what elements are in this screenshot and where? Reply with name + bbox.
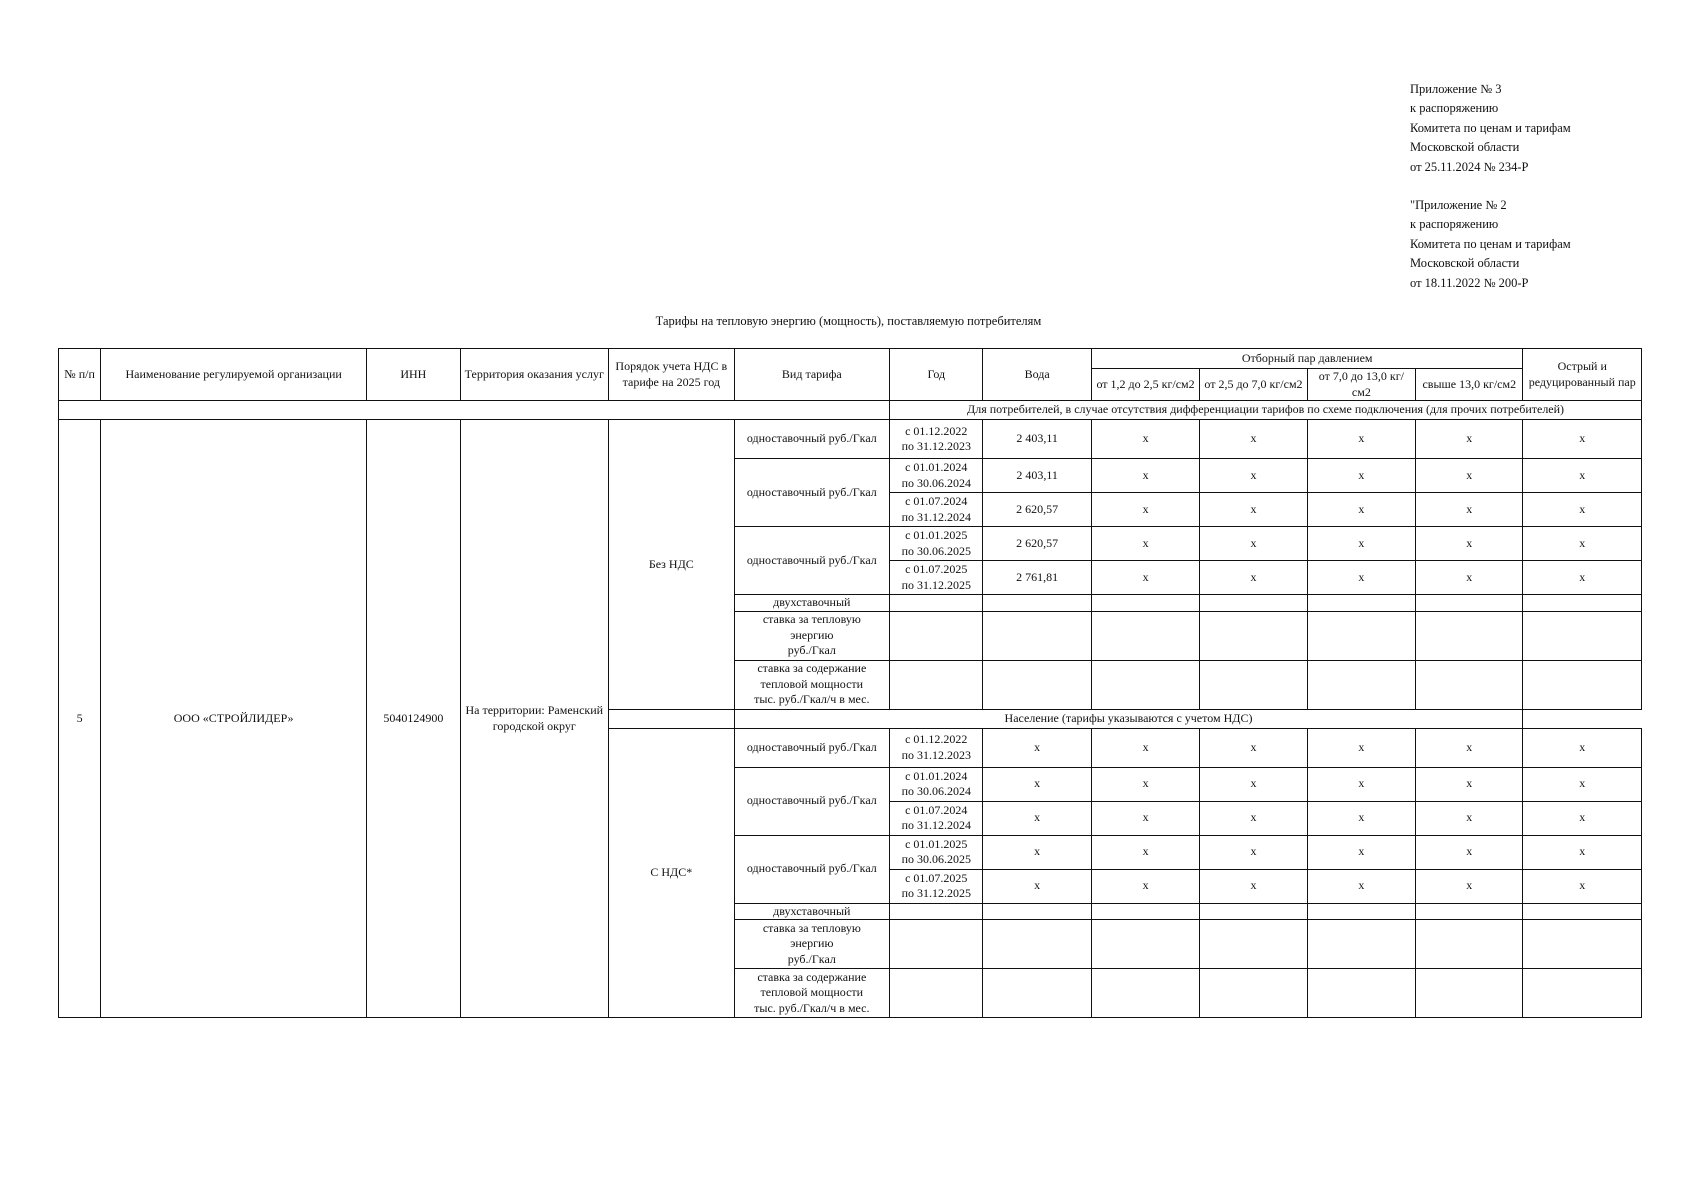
steam-2-value: х (1200, 561, 1307, 595)
steam-2-value: х (1200, 767, 1307, 801)
steam-3-value: х (1307, 835, 1415, 869)
empty-cell (1416, 611, 1523, 660)
steam-4-value: х (1416, 459, 1523, 493)
water-value: 2 403,11 (983, 420, 1091, 459)
steam-4-value: х (1416, 420, 1523, 459)
steam-3-value: х (1307, 420, 1415, 459)
cell-line: энергию (790, 627, 834, 642)
tariff-type: одноставочный руб./Гкал (734, 527, 890, 595)
cell-line: по 31.12.2025 (901, 577, 971, 592)
cell-line: энергию (790, 936, 834, 951)
period (890, 561, 983, 595)
empty-cell (1091, 660, 1199, 709)
empty-cell (1200, 595, 1307, 612)
water-value: х (983, 869, 1091, 903)
period (890, 459, 983, 493)
empty-cell (983, 903, 1091, 920)
period (890, 869, 983, 903)
empty-cell (1523, 595, 1642, 612)
water-value: 2 620,57 (983, 527, 1091, 561)
cell-line: ставка за тепловую (762, 920, 861, 935)
cell-line: с 01.07.2025 (905, 870, 968, 885)
empty-cell (890, 969, 983, 1018)
water-value: х (983, 801, 1091, 835)
steam-1-value: х (1091, 420, 1199, 459)
cell-line: по 30.06.2024 (901, 784, 971, 798)
empty-cell (1416, 903, 1523, 920)
two-rate-label: двухставочный (734, 903, 890, 920)
steam-4-value: х (1416, 728, 1523, 767)
empty-cell (890, 660, 983, 709)
empty-cell (983, 660, 1091, 709)
empty-cell (1091, 611, 1199, 660)
tariff-type: одноставочный руб./Гкал (734, 835, 890, 903)
sharp-steam-value: х (1523, 767, 1642, 801)
header-line: "Приложение № 2 (1410, 198, 1507, 212)
water-value: х (983, 728, 1091, 767)
empty-cell (1091, 969, 1199, 1018)
empty-cell (1307, 969, 1415, 1018)
cell-line: тепловой мощности (760, 985, 864, 1000)
empty-cell (1523, 903, 1642, 920)
col-vat-header: Порядок учета НДС в тарифе на 2025 год (609, 349, 734, 401)
empty-cell (1307, 660, 1415, 709)
steam-3-value: х (1307, 869, 1415, 903)
page-title (0, 314, 1697, 329)
cell-line: тепловой мощности (760, 676, 864, 691)
org-inn: 5040124900 (367, 420, 460, 1018)
cell-line: по 30.06.2025 (901, 543, 971, 558)
header-line: от 25.11.2024 № 234-Р (1410, 159, 1529, 174)
header-line: Приложение № 3 (1410, 82, 1502, 96)
empty-cell (1523, 920, 1642, 969)
cell-line: по 31.12.2024 (901, 509, 971, 524)
steam-1-value: х (1091, 527, 1199, 561)
steam-4-value: х (1416, 527, 1523, 561)
water-value: 2 620,57 (983, 493, 1091, 527)
empty-cell (1091, 920, 1199, 969)
sharp-steam-value: х (1523, 527, 1642, 561)
col-territory-header: Территория оказания услуг (460, 349, 609, 401)
steam-4-value: х (1416, 561, 1523, 595)
steam-3-value: х (1307, 493, 1415, 527)
cell-line: с 01.07.2024 (905, 802, 968, 817)
tariff-table (58, 348, 1642, 1018)
empty-cell (1523, 611, 1642, 660)
cell-line: по 31.12.2023 (901, 747, 971, 762)
period (890, 493, 983, 527)
empty-cell (1091, 903, 1199, 920)
steam-1-value: х (1091, 728, 1199, 767)
header-line: к распоряжению (1410, 217, 1499, 232)
two-rate-label: двухставочный (734, 595, 890, 612)
steam-3-value: х (1307, 767, 1415, 801)
cell-line: тыс. руб./Гкал/ч в мес. (754, 1000, 870, 1015)
header-row (59, 349, 1642, 369)
header-line: к распоряжению (1410, 101, 1499, 116)
page-title-text: Тарифы на тепловую энергию (мощность), поставляемую потребителям (655, 314, 1042, 328)
empty-cell (1200, 920, 1307, 969)
steam-3-value: х (1307, 459, 1415, 493)
steam-2-value: х (1200, 459, 1307, 493)
col-sharp-steam-header: Острый и редуцированный пар (1523, 349, 1642, 401)
empty-cell (1416, 969, 1523, 1018)
steam-2-value: х (1200, 493, 1307, 527)
cell-line: ставка за содержание (757, 661, 867, 676)
period (890, 420, 983, 459)
period (890, 527, 983, 561)
period (890, 728, 983, 767)
appendix-3-header (1410, 80, 1571, 177)
empty-cell (890, 611, 983, 660)
steam-1-value: х (1091, 801, 1199, 835)
col-steam-2-header: от 2,5 до 7,0 кг/см2 (1200, 369, 1307, 401)
empty-cell (1416, 660, 1523, 709)
cell-line: с 01.01.2025 (905, 528, 968, 542)
empty-cell (1200, 611, 1307, 660)
cell-line: с 01.12.2022 (905, 732, 968, 746)
tariff-type: одноставочный руб./Гкал (734, 459, 890, 527)
empty-cell (1416, 595, 1523, 612)
org-territory: На территории: Раменский городской округ (460, 420, 609, 1018)
cell-line: с 01.01.2025 (905, 836, 968, 851)
col-org-header: Наименование регулируемой организации (101, 349, 367, 401)
cell-line: с 01.01.2024 (905, 768, 968, 783)
sharp-steam-value: х (1523, 835, 1642, 869)
steam-2-value: х (1200, 801, 1307, 835)
empty-cell (1416, 920, 1523, 969)
empty-cell (1307, 903, 1415, 920)
steam-2-value: х (1200, 420, 1307, 459)
empty-cell (1307, 611, 1415, 660)
capacity-rate-label (734, 969, 890, 1018)
water-value: 2 403,11 (983, 459, 1091, 493)
appendix-2-header (1410, 196, 1571, 293)
sharp-steam-value: х (1523, 493, 1642, 527)
empty-cell (1200, 969, 1307, 1018)
empty-cell (890, 595, 983, 612)
steam-1-value: х (1091, 835, 1199, 869)
empty-cell (1523, 660, 1642, 709)
period (890, 835, 983, 869)
empty-cell (890, 903, 983, 920)
water-value: х (983, 767, 1091, 801)
header-line: Московской области (1410, 256, 1520, 271)
steam-1-value: х (1091, 561, 1199, 595)
header-line: Московской области (1410, 140, 1520, 155)
cell-line: с 01.01.2024 (905, 460, 968, 474)
cell-line: руб./Гкал (787, 643, 836, 658)
steam-1-value: х (1091, 493, 1199, 527)
steam-3-value: х (1307, 728, 1415, 767)
col-steam-3-header: от 7,0 до 13,0 кг/см2 (1307, 369, 1415, 401)
sharp-steam-value: х (1523, 561, 1642, 595)
steam-2-value: х (1200, 869, 1307, 903)
steam-3-value: х (1307, 561, 1415, 595)
section-title-row (59, 401, 1642, 420)
col-tariff-type-header: Вид тарифа (734, 349, 890, 401)
col-inn-header: ИНН (367, 349, 460, 401)
capacity-rate-label (734, 660, 890, 709)
cell-line: тыс. руб./Гкал/ч в мес. (754, 692, 870, 707)
steam-3-value: х (1307, 801, 1415, 835)
steam-2-value: х (1200, 728, 1307, 767)
cell-line: по 31.12.2025 (901, 886, 971, 900)
water-value: 2 761,81 (983, 561, 1091, 595)
cell-line: ставка за тепловую (762, 612, 861, 627)
empty-cell (1200, 903, 1307, 920)
empty-cell (1200, 660, 1307, 709)
tariff-type: одноставочный руб./Гкал (734, 767, 890, 835)
sharp-steam-value: х (1523, 459, 1642, 493)
cell-line: по 31.12.2024 (901, 818, 971, 832)
vat-order: Без НДС (609, 420, 734, 710)
energy-rate-label (734, 920, 890, 969)
energy-rate-label (734, 611, 890, 660)
steam-4-value: х (1416, 869, 1523, 903)
empty-cell (1307, 920, 1415, 969)
section-title: Для потребителей, в случае отсутствия дифференциации тарифов по схеме подключения (для прочих потребителей) (890, 401, 1642, 420)
row-number: 5 (59, 420, 101, 1018)
empty-cell (1091, 595, 1199, 612)
period (890, 801, 983, 835)
sharp-steam-value: х (1523, 869, 1642, 903)
cell-line: с 01.12.2022 (905, 423, 968, 438)
steam-1-value: х (1091, 459, 1199, 493)
steam-4-value: х (1416, 835, 1523, 869)
col-num-header: № п/п (59, 349, 101, 401)
col-steam-4-header: свыше 13,0 кг/см2 (1416, 369, 1523, 401)
cell-line: с 01.07.2025 (905, 562, 968, 576)
steam-2-value: х (1200, 835, 1307, 869)
col-steam-group-header: Отборный пар давлением (1091, 349, 1523, 369)
empty-cell (890, 920, 983, 969)
col-steam-1-header: от 1,2 до 2,5 кг/см2 (1091, 369, 1199, 401)
vat-order: С НДС* (609, 728, 734, 1018)
header-line: от 18.11.2022 № 200-Р (1410, 275, 1529, 290)
header-line: Комитета по ценам и тарифам (1410, 120, 1571, 135)
empty-cell (1523, 969, 1642, 1018)
blank-cell (609, 709, 734, 728)
cell-line: по 30.06.2024 (901, 475, 971, 490)
steam-4-value: х (1416, 493, 1523, 527)
blank-cell (59, 401, 890, 420)
tariff-type: одноставочный руб./Гкал (734, 420, 890, 459)
empty-cell (983, 611, 1091, 660)
cell-line: ставка за содержание (757, 969, 867, 984)
sharp-steam-value: х (1523, 728, 1642, 767)
col-water-header: Вода (983, 349, 1091, 401)
steam-4-value: х (1416, 767, 1523, 801)
table-row (59, 420, 1642, 459)
water-value: х (983, 835, 1091, 869)
empty-cell (1307, 595, 1415, 612)
steam-3-value: х (1307, 527, 1415, 561)
steam-2-value: х (1200, 527, 1307, 561)
steam-1-value: х (1091, 767, 1199, 801)
cell-line: руб./Гкал (787, 951, 836, 966)
sharp-steam-value: х (1523, 801, 1642, 835)
empty-cell (983, 920, 1091, 969)
steam-1-value: х (1091, 869, 1199, 903)
header-line: Комитета по ценам и тарифам (1410, 236, 1571, 251)
org-name: ООО «СТРОЙЛИДЕР» (101, 420, 367, 1018)
col-year-header: Год (890, 349, 983, 401)
period (890, 767, 983, 801)
cell-line: по 30.06.2025 (901, 852, 971, 866)
empty-cell (983, 969, 1091, 1018)
cell-line: по 31.12.2023 (901, 439, 971, 453)
empty-cell (983, 595, 1091, 612)
section-title: Население (тарифы указываются с учетом НДС) (734, 709, 1523, 728)
sharp-steam-value: х (1523, 420, 1642, 459)
cell-line: с 01.07.2024 (905, 494, 968, 508)
tariff-type: одноставочный руб./Гкал (734, 728, 890, 767)
steam-4-value: х (1416, 801, 1523, 835)
